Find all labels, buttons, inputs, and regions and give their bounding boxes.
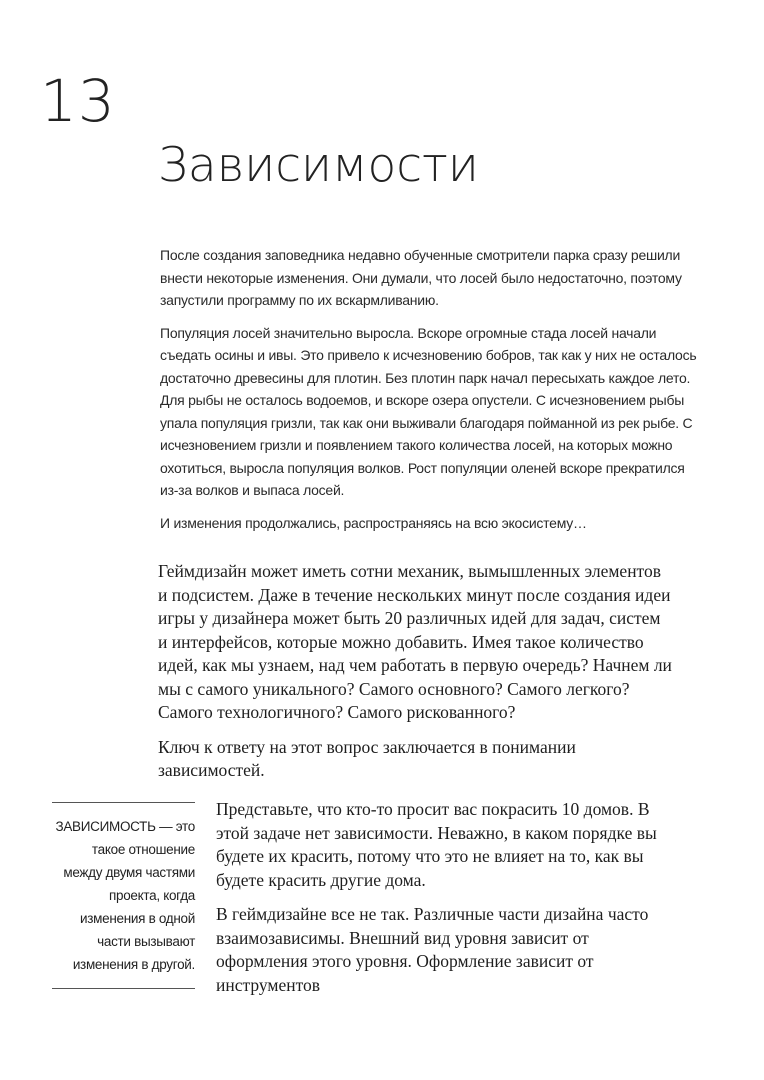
intro-paragraph: После создания заповедника недавно обученные смотрители парка сразу решили внести некоторые изменения. Они думали, что лосей было недостаточно, поэтому запустили программу по их вскармливанию. bbox=[160, 247, 682, 308]
right-body bbox=[216, 798, 672, 1008]
body-paragraph: Геймдизайн может иметь сотни механик, вымышленных элементов и подсистем. Даже в течение нескольких минут после создания идеи игры у дизайнера может быть 20 различных идей для задач, систем и интерфейсов, которые можно добавить. Имея такое количество идей, как мы узнаем, над чем работать в первую очередь? Начнем ли мы с самого уникального? Самого основного? Самого легкого? Самого технологичного? Самого рискованного? bbox=[158, 561, 672, 722]
intro-story bbox=[160, 244, 700, 544]
sidebar-bottom-rule bbox=[52, 988, 195, 989]
definition-sidebar bbox=[52, 802, 195, 989]
chapter-number: 13 bbox=[40, 67, 116, 135]
body-paragraph: Ключ к ответу на этот вопрос заключается в понимании зависимостей. bbox=[158, 736, 576, 780]
sidebar-top-rule bbox=[52, 802, 195, 803]
definition-term: ЗАВИСИМОСТЬ bbox=[55, 819, 156, 834]
definition-body: — это такое отношение между двумя частями проекта, когда изменения в одной части вызывают изменения в другой. bbox=[63, 819, 195, 972]
intro-paragraph: Популяция лосей значительно выросла. Вскоре огромные стада лосей начали съедать осины и ивы. Это привело к исчезновению бобров, так как у них не осталось достаточно древесины для плотин. Без плотин парк начал пересыхать каждое лето. Для рыбы не осталось водоемов, и вскоре озера опустели. С исчезновением рыбы упала популяция гризли, так как они выживали благодаря пойманной из рек рыбе. С исчезновением гризли и появлением такого количества лосей, на которых можно охотиться, выросла популяция волков. Рост популяции оленей вскоре прекратился из-за волков и выпаса лосей. bbox=[160, 324, 697, 498]
body-paragraph: Представьте, что кто-то просит вас покрасить 10 домов. В этой задаче нет зависимости. Неважно, в каком порядке вы будете их красить, потому что это не влияет на то, как вы будете красить другие дома. bbox=[216, 799, 657, 890]
body-paragraph: В геймдизайне все не так. Различные части дизайна часто взаимозависимы. Внешний вид уровня зависит от оформления этого уровня. Оформление зависит от инструментов bbox=[216, 904, 649, 995]
definition-text bbox=[52, 815, 195, 976]
main-body bbox=[158, 560, 672, 794]
intro-paragraph: И изменения продолжались, распространяясь на всю экосистему… bbox=[160, 514, 587, 531]
chapter-title: Зависимости bbox=[158, 138, 479, 193]
